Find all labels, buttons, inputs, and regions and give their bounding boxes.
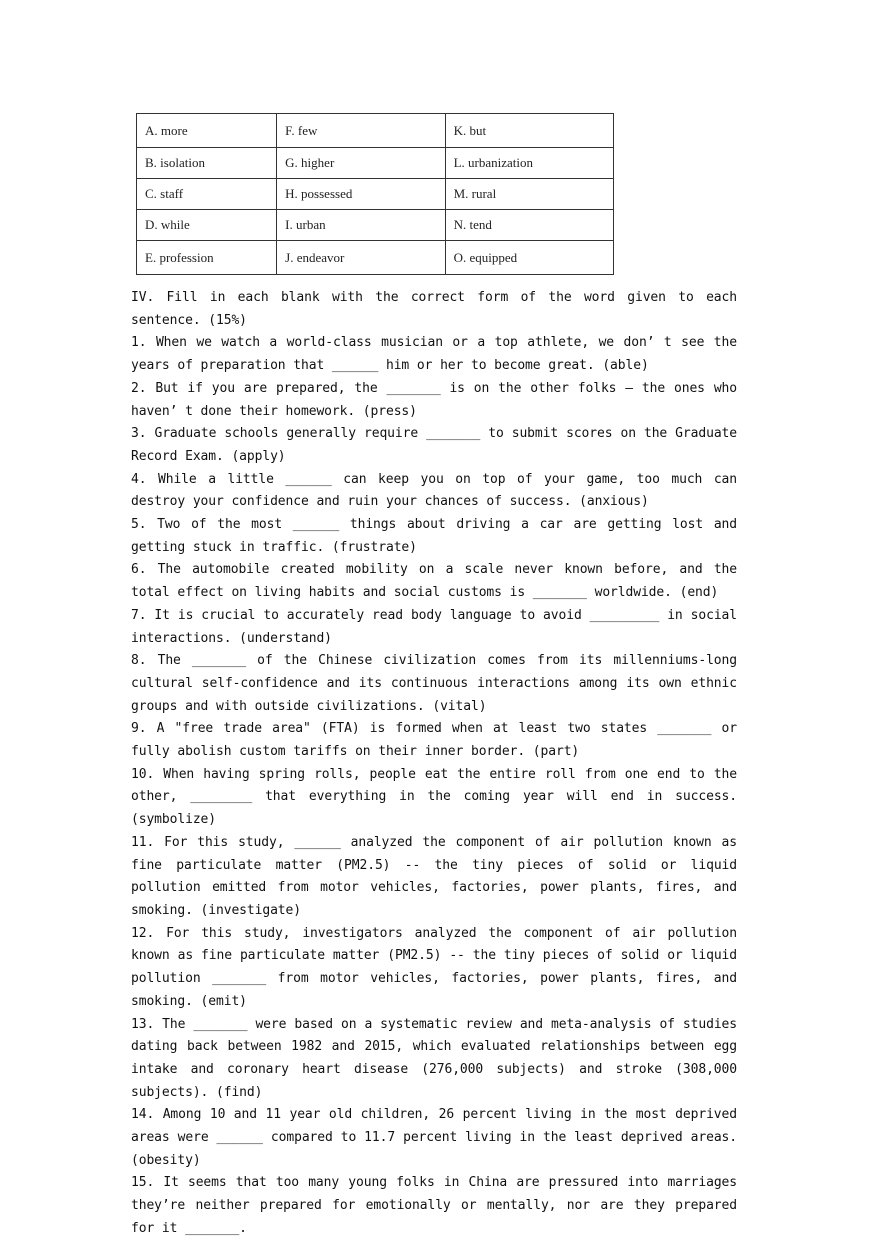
exercise-item: 2. But if you are prepared, the _______ is on the other folks — the ones who haven’ t done their homework. (press)	[131, 380, 737, 419]
word-option: F. few	[277, 114, 445, 148]
exercise-item: 5. Two of the most ______ things about driving a car are getting lost and getting stuck in traffic. (frustrate)	[131, 517, 737, 555]
word-option: E. profession	[137, 241, 277, 275]
word-bank-row	[137, 210, 614, 241]
exercise-item: 13. The _______ were based on a systematic review and meta-analysis of studies dating back between 1982 and 2015, which evaluated relationships between egg intake and coronary heart disease (276,000 subjects) and stroke (308,000 subjects). (find)	[131, 1016, 737, 1100]
word-bank-table	[136, 113, 614, 275]
exercise-item: 4. While a little ______ can keep you on top of your game, too much can destroy your confidence and ruin your chances of success. (anxious)	[131, 471, 737, 510]
exercise-item: 15. It seems that too many young folks in China are pressured into marriages they’re neither prepared for emotionally or mentally, nor are they prepared for it _______.	[131, 1175, 737, 1236]
word-bank-row	[137, 179, 614, 210]
exercise-item: 12. For this study, investigators analyzed the component of air pollution known as fine particulate matter (PM2.5) -- the tiny pieces of solid or liquid pollution _______ from motor vehicles, factories, power plants, fires, and smoking. (emit)	[131, 925, 737, 1009]
word-option: C. staff	[137, 179, 277, 210]
word-option: N. tend	[445, 210, 613, 241]
exercise-item: 3. Graduate schools generally require _______ to submit scores on the Graduate Record Exam. (apply)	[131, 426, 737, 464]
word-option: J. endeavor	[277, 241, 445, 275]
exercise-item: 7. It is crucial to accurately read body language to avoid _________ in social interactions. (understand)	[131, 607, 737, 646]
exercise-item: 14. Among 10 and 11 year old children, 26 percent living in the most deprived areas were ______ compared to 11.7 percent living in the least deprived areas. (obesity)	[131, 1107, 737, 1168]
word-option: D. while	[137, 210, 277, 241]
word-bank-row	[137, 148, 614, 179]
section-heading: IV. Fill in each blank with the correct form of the word given to each sentence. (15%)	[131, 290, 737, 328]
word-option: H. possessed	[277, 179, 445, 210]
word-option: G. higher	[277, 148, 445, 179]
word-option: A. more	[137, 114, 277, 148]
word-option: M. rural	[445, 179, 613, 210]
exercise-item: 8. The _______ of the Chinese civilization comes from its millenniums-long cultural self-confidence and its continuous interactions among its own ethnic groups and with outside civilizations. (vital)	[131, 653, 737, 714]
exercise-section	[131, 287, 737, 1241]
word-bank-row	[137, 241, 614, 275]
exercise-item: 1. When we watch a world-class musician or a top athlete, we don’ t see the years of preparation that ______ him or her to become great. (able)	[131, 335, 737, 374]
word-bank-row	[137, 114, 614, 148]
word-option: L. urbanization	[445, 148, 613, 179]
exercise-item: 6. The automobile created mobility on a scale never known before, and the total effect on living habits and social customs is _______ worldwide. (end)	[131, 562, 737, 601]
word-option: B. isolation	[137, 148, 277, 179]
word-option: O. equipped	[445, 241, 613, 275]
exercise-item: 11. For this study, ______ analyzed the component of air pollution known as fine particulate matter (PM2.5) -- the tiny pieces of solid or liquid pollution emitted from motor vehicles, factories, power plants, fires, and smoking. (investigate)	[131, 834, 737, 918]
exercise-item: 9. A "free trade area" (FTA) is formed when at least two states _______ or fully abolish custom tariffs on their inner border. (part)	[131, 721, 737, 760]
word-option: I. urban	[277, 210, 445, 241]
exercise-item: 10. When having spring rolls, people eat the entire roll from one end to the other, ________ that everything in the coming year will end in success. (symbolize)	[131, 766, 737, 828]
word-option: K. but	[445, 114, 613, 148]
